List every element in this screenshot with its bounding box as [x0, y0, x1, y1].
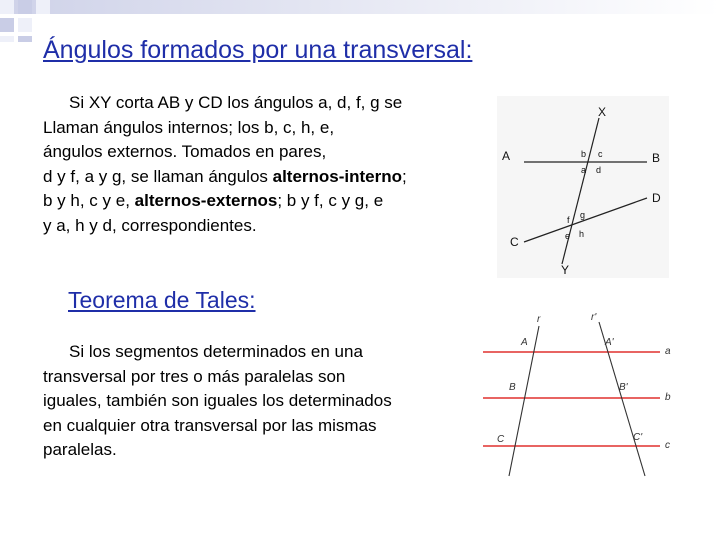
transversal-line-4-end: ; — [402, 166, 407, 186]
alternos-externos-term: alternos-externos — [134, 191, 278, 210]
transversal-paragraph — [43, 91, 488, 238]
transversal-line-2: Llaman ángulos internos; los b, c, h, e, — [43, 117, 335, 137]
line-xy — [562, 118, 602, 264]
tales-line-1: Si los segmentos determinados en una — [69, 342, 363, 361]
label-x: X — [598, 105, 607, 119]
transversal-angles-figure — [497, 96, 669, 278]
transversal-line-4-start: d y f, a y g, se llaman ángulos — [43, 166, 273, 186]
angle-label-e: e — [565, 231, 571, 241]
label-b-upper: B — [652, 151, 661, 165]
tales-paragraph — [43, 340, 468, 463]
tales-line-3: iguales, también son iguales los determinados — [43, 391, 392, 410]
tales-theorem-figure — [478, 308, 680, 480]
angle-label-c: c — [598, 149, 603, 159]
label-r-prime: r' — [591, 312, 597, 323]
angle-label-d: d — [596, 165, 602, 175]
label-parallel-b: b — [665, 392, 671, 403]
transversal-r — [509, 326, 539, 476]
transversal-line-1: Si XY corta AB y CD los ángulos a, d, f, g se — [69, 93, 403, 112]
label-r: r — [537, 314, 541, 325]
transversal-line-3: ángulos externos. Tomados en pares, — [43, 142, 327, 161]
label-parallel-c: c — [665, 440, 670, 451]
transversal-line-5-end: ; b y f, c y g, e — [277, 191, 384, 210]
page-title: Ángulos formados por una transversal: — [43, 36, 473, 64]
label-c-upper: C — [510, 235, 519, 249]
label-c-point: C — [497, 434, 505, 445]
angle-label-g: g — [580, 210, 586, 220]
label-a-prime: A' — [605, 337, 614, 348]
label-c-prime: C' — [633, 432, 643, 443]
section-title: Teorema de Tales: — [68, 287, 256, 313]
tales-line-4: en cualquier otra transversal por las mismas — [43, 415, 377, 435]
line-cd — [524, 198, 647, 242]
angle-label-f: f — [567, 215, 570, 225]
transversal-line-6: y a, h y d, correspondientes. — [43, 215, 257, 235]
transversal-line-5-start: b y h, c y e, — [43, 191, 135, 210]
alternos-internos-term: alternos-interno — [272, 166, 403, 186]
label-b-point: B — [509, 382, 516, 393]
angle-label-b: b — [581, 149, 587, 159]
label-a-point: A — [521, 337, 528, 348]
angle-label-h: h — [579, 229, 585, 239]
label-d-upper: D — [652, 191, 661, 205]
angle-label-a: a — [581, 165, 587, 175]
tales-line-5: paralelas. — [43, 440, 117, 459]
label-parallel-a: a — [665, 346, 671, 357]
label-b-prime: B' — [619, 382, 628, 393]
label-y: Y — [561, 263, 570, 277]
label-a-upper: A — [502, 149, 511, 163]
tales-line-2: transversal por tres o más paralelas son — [43, 366, 346, 386]
